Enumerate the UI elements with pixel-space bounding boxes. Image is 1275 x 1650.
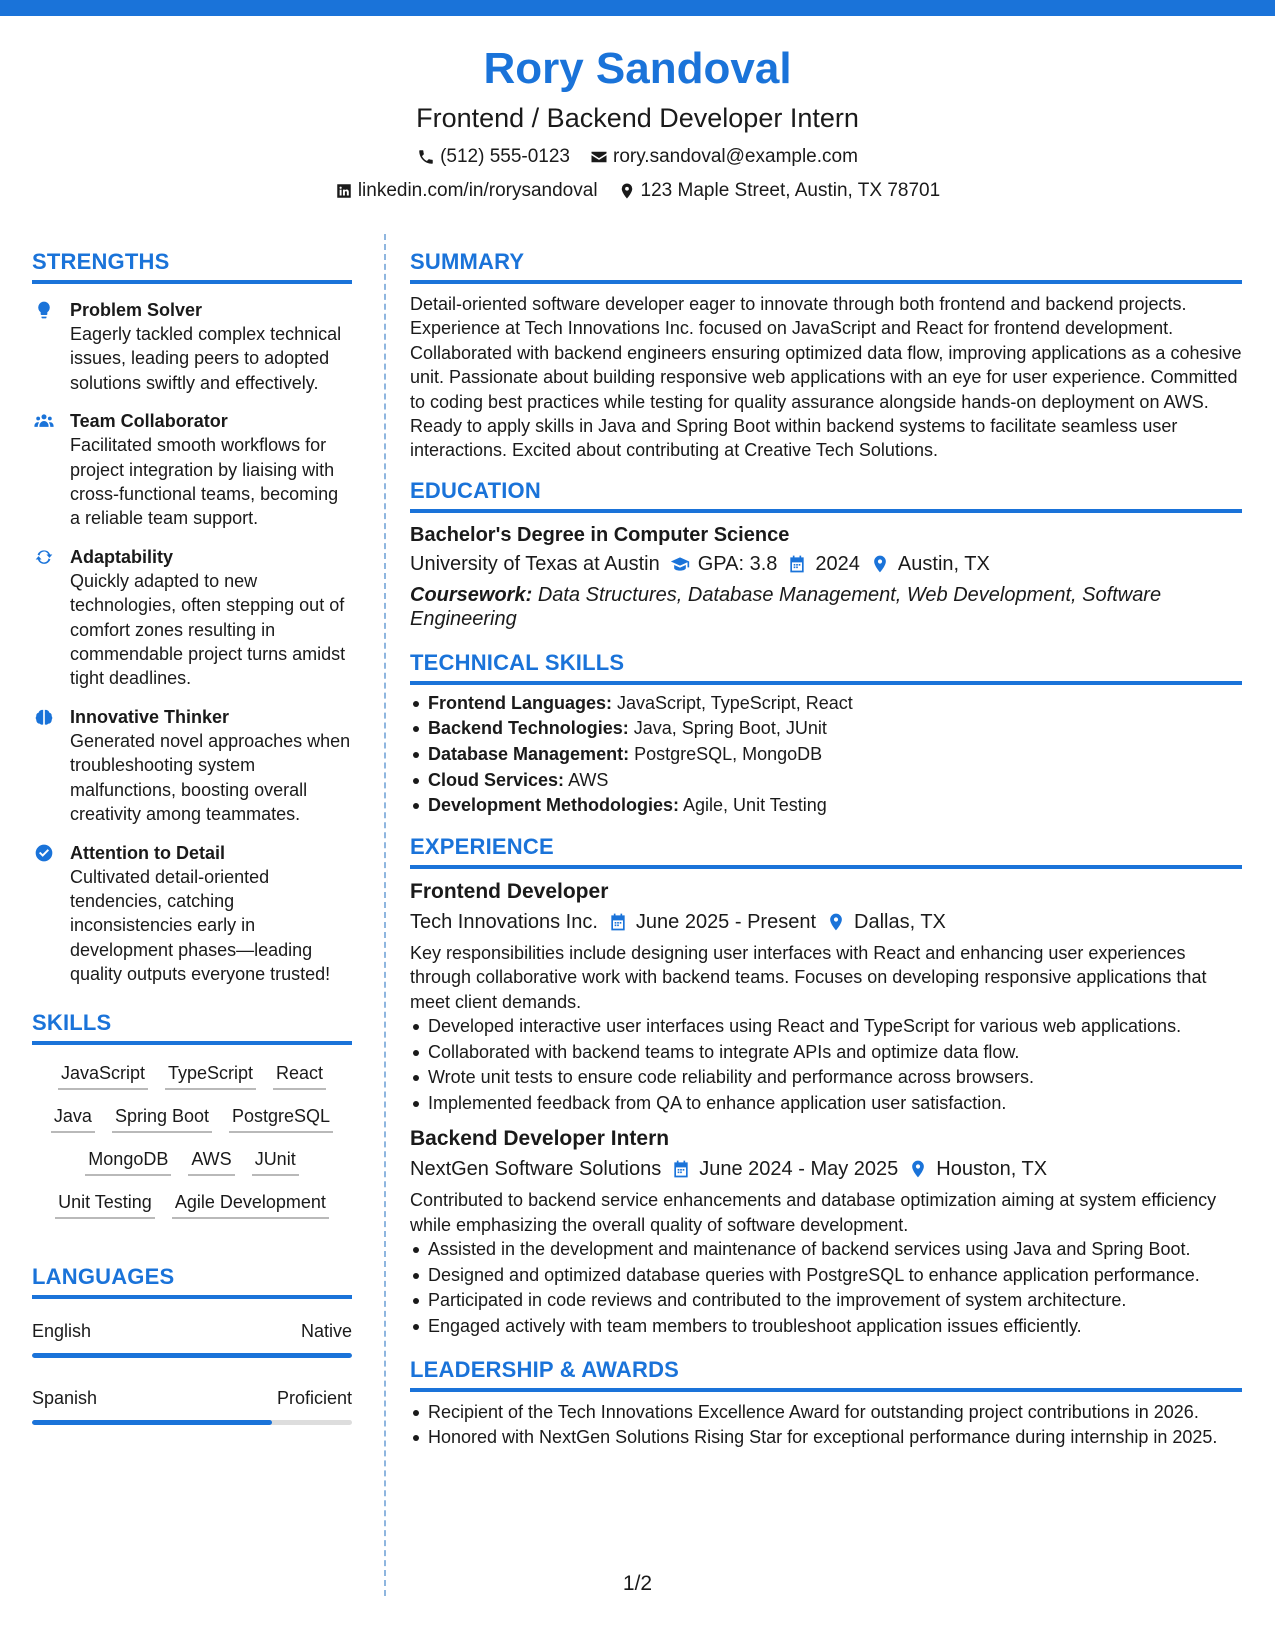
language-level: Native <box>300 1320 352 1341</box>
experience-heading: EXPERIENCE <box>410 833 1242 869</box>
contact-row-2 <box>0 178 1275 204</box>
job-location <box>826 907 946 937</box>
column-divider <box>384 234 386 1596</box>
strength-item <box>32 841 352 987</box>
list-item: Recipient of the Tech Innovations Excellence Award for outstanding project contributions in 2026. <box>410 1400 1242 1426</box>
skill-value: JavaScript, TypeScript, React <box>617 692 853 713</box>
language-progress-fill <box>32 1420 272 1425</box>
linkedin-text: linkedin.com/in/rorysandoval <box>357 180 598 201</box>
page-number: 1/2 <box>622 1572 653 1595</box>
location-text: Austin, TX <box>897 552 990 575</box>
skills-chip-list <box>32 1061 352 1219</box>
skill-chip: JavaScript <box>58 1061 148 1090</box>
job-dates <box>608 907 816 937</box>
skill-chip: Spring Boot <box>112 1104 212 1133</box>
strength-title: Team Collaborator <box>70 411 228 432</box>
email-contact[interactable] <box>590 144 858 170</box>
job-entry <box>410 877 1242 1117</box>
skill-label: Database Management: <box>428 744 630 765</box>
right-column <box>410 248 1242 1451</box>
list-item: Designed and optimized database queries with PostgreSQL to enhance application performance. <box>410 1263 1242 1289</box>
languages-section <box>32 1263 352 1425</box>
job-title: Backend Developer Intern <box>410 1127 670 1151</box>
summary-text: Detail-oriented software developer eager to innovate through both frontend and backend projects. Experience at Tech Innovations Inc. focused on JavaScript and React for frontend development. Collaborated with backend engineers ensuring optimized data flow, improving applications as a cohesive unit. Passionate about building responsive web applications with an eye for user experience. Committed to coding best practices while testing for quality assurance alongside hands-on deployment on AWS. Ready to apply skills in Java and Spring Boot within backend systems to facilitate seamless user interactions. Excited about contributing at Creative Tech Solutions. <box>410 294 1242 461</box>
list-item: Implemented feedback from QA to enhance application user satisfaction. <box>410 1091 1242 1117</box>
list-item <box>410 716 1242 742</box>
list-item: Participated in code reviews and contributed to the improvement of system architecture. <box>410 1288 1242 1314</box>
job-title: Frontend Developer <box>410 879 609 903</box>
experience-section <box>410 833 1242 1340</box>
skill-chip: Java <box>51 1104 95 1133</box>
skill-value: Agile, Unit Testing <box>683 795 827 816</box>
lightbulb-icon <box>34 300 54 320</box>
education-section <box>410 477 1242 631</box>
gpa-item <box>670 549 778 579</box>
year-text: 2024 <box>815 552 860 575</box>
summary-section <box>410 248 1242 463</box>
education-heading: EDUCATION <box>410 477 1242 513</box>
strength-title: Attention to Detail <box>70 842 225 863</box>
strength-description: Cultivated detail-oriented tendencies, catching inconsistencies early in development phases—leading quality outputs everyone trusted! <box>70 866 331 985</box>
envelope-icon <box>590 148 608 166</box>
graduation-cap-icon <box>670 554 690 574</box>
map-pin-icon <box>870 554 890 574</box>
skill-chip: AWS <box>188 1147 234 1176</box>
dates-text: June 2025 - Present <box>635 910 817 933</box>
technical-skills-heading: TECHNICAL SKILLS <box>410 649 1242 685</box>
left-column <box>32 248 352 1425</box>
skill-value: Java, Spring Boot, JUnit <box>633 718 827 739</box>
company-name: NextGen Software Solutions <box>410 1158 662 1181</box>
language-item <box>32 1386 352 1425</box>
list-item: Engaged actively with team members to troubleshoot application issues efficiently. <box>410 1314 1242 1340</box>
job-description: Key responsibilities include designing user interfaces with React and enhancing user experiences through collaborative work with backend teams. Focuses on developing responsive applications that meet client demands. <box>410 942 1207 1012</box>
awards-heading: LEADERSHIP & AWARDS <box>410 1356 1242 1392</box>
strength-title: Innovative Thinker <box>70 706 230 727</box>
awards-list <box>410 1400 1242 1451</box>
map-pin-icon <box>826 912 846 932</box>
strength-item <box>32 545 352 691</box>
job-meta <box>410 907 1242 937</box>
list-item: Wrote unit tests to ensure code reliability and performance across browsers. <box>410 1065 1242 1091</box>
calendar-icon <box>787 554 807 574</box>
summary-heading: SUMMARY <box>410 248 1242 284</box>
skill-chip: MongoDB <box>85 1147 171 1176</box>
job-meta <box>410 1154 1242 1184</box>
year-item <box>787 549 860 579</box>
phone-text: (512) 555-0123 <box>440 146 570 167</box>
list-item <box>410 691 1242 717</box>
skill-chip: TypeScript <box>165 1061 256 1090</box>
users-icon <box>34 411 54 431</box>
skills-heading: SKILLS <box>32 1009 352 1045</box>
languages-heading: LANGUAGES <box>32 1263 352 1299</box>
list-item: Honored with NextGen Solutions Rising Star for exceptional performance during internship in 2025. <box>410 1425 1242 1451</box>
skill-label: Frontend Languages: <box>428 692 612 713</box>
address-contact <box>618 178 941 204</box>
language-progress-bar <box>32 1353 352 1358</box>
education-meta <box>410 549 1242 579</box>
language-name: Spanish <box>32 1387 98 1408</box>
location-text: Dallas, TX <box>854 910 946 933</box>
language-progress-bar <box>32 1420 352 1425</box>
check-circle-icon <box>34 843 54 863</box>
company-name: Tech Innovations Inc. <box>410 910 598 933</box>
linkedin-contact[interactable] <box>335 178 598 204</box>
list-item <box>410 793 1242 819</box>
dates-text: June 2024 - May 2025 <box>699 1158 899 1181</box>
sync-icon <box>34 547 54 567</box>
strengths-section <box>32 248 352 987</box>
strength-description: Facilitated smooth workflows for project integration by liaising with cross-functional teams, becoming a reliable team support. <box>70 435 339 529</box>
gpa-text: GPA: 3.8 <box>697 552 778 575</box>
phone-icon <box>417 148 435 166</box>
address-text: 123 Maple Street, Austin, TX 78701 <box>640 180 941 201</box>
job-entry <box>410 1124 1242 1339</box>
strengths-heading: STRENGTHS <box>32 248 352 284</box>
school-name: University of Texas at Austin <box>410 552 660 575</box>
job-location <box>908 1154 1047 1184</box>
email-text: rory.sandoval@example.com <box>613 146 858 167</box>
strength-item <box>32 409 352 531</box>
skill-chip: Agile Development <box>172 1190 329 1219</box>
strength-title: Problem Solver <box>70 300 203 320</box>
coursework-text: Data Structures, Database Management, Web Development, Software Engineering <box>410 583 1162 630</box>
list-item: Assisted in the development and maintenance of backend services using Java and Spring Boot. <box>410 1237 1242 1263</box>
awards-section <box>410 1356 1242 1451</box>
list-item: Collaborated with backend teams to integrate APIs and optimize data flow. <box>410 1040 1242 1066</box>
skill-label: Backend Technologies: <box>428 718 629 739</box>
list-item <box>410 768 1242 794</box>
language-name: English <box>32 1320 92 1341</box>
brain-icon <box>34 707 54 727</box>
strength-description: Eagerly tackled complex technical issues, leading peers to adopted solutions swiftly and effectively. <box>70 324 342 393</box>
skill-value: AWS <box>568 769 609 790</box>
language-level: Proficient <box>276 1387 352 1408</box>
skill-chip: JUnit <box>252 1147 299 1176</box>
skill-value: PostgreSQL, MongoDB <box>634 744 823 765</box>
strength-item <box>32 298 352 395</box>
skill-label: Development Methodologies: <box>428 795 680 816</box>
linkedin-icon <box>335 182 353 200</box>
language-item <box>32 1319 352 1358</box>
location-text: Houston, TX <box>936 1158 1048 1181</box>
list-item <box>410 742 1242 768</box>
skills-section <box>32 1009 352 1219</box>
map-pin-icon <box>618 182 636 200</box>
candidate-role: Frontend / Backend Developer Intern <box>416 103 859 133</box>
coursework-label: Coursework: <box>410 583 533 606</box>
strength-description: Quickly adapted to new technologies, often stepping out of comfort zones resulting in commendable project turns amidst tight deadlines. <box>70 570 346 689</box>
candidate-name: Rory Sandoval <box>483 44 792 93</box>
job-bullets <box>410 1237 1242 1339</box>
coursework <box>410 583 1242 631</box>
contact-row-1 <box>0 144 1275 170</box>
strength-item <box>32 705 352 827</box>
skill-chip: PostgreSQL <box>229 1104 333 1133</box>
education-location <box>870 549 990 579</box>
skill-label: Cloud Services: <box>428 769 565 790</box>
resume-header <box>0 40 1275 204</box>
map-pin-icon <box>908 1159 928 1179</box>
technical-skills-section <box>410 649 1242 819</box>
phone-contact <box>417 144 570 170</box>
strength-description: Generated novel approaches when troubleshooting system malfunctions, boosting overall creativity among teammates. <box>70 730 351 825</box>
job-dates <box>671 1154 898 1184</box>
calendar-icon <box>608 912 628 932</box>
job-description: Contributed to backend service enhancements and database optimization aiming at system efficiency while emphasizing the overall quality of software development. <box>410 1190 1217 1235</box>
list-item: Developed interactive user interfaces using React and TypeScript for various web applications. <box>410 1014 1242 1040</box>
skill-chip: React <box>273 1061 326 1090</box>
strength-title: Adaptability <box>70 546 174 567</box>
job-bullets <box>410 1014 1242 1116</box>
language-progress-fill <box>32 1353 352 1358</box>
technical-skills-list <box>410 691 1242 819</box>
calendar-icon <box>671 1159 691 1179</box>
degree-title: Bachelor's Degree in Computer Science <box>410 523 790 546</box>
skill-chip: Unit Testing <box>55 1190 155 1219</box>
top-accent-bar <box>0 0 1275 16</box>
